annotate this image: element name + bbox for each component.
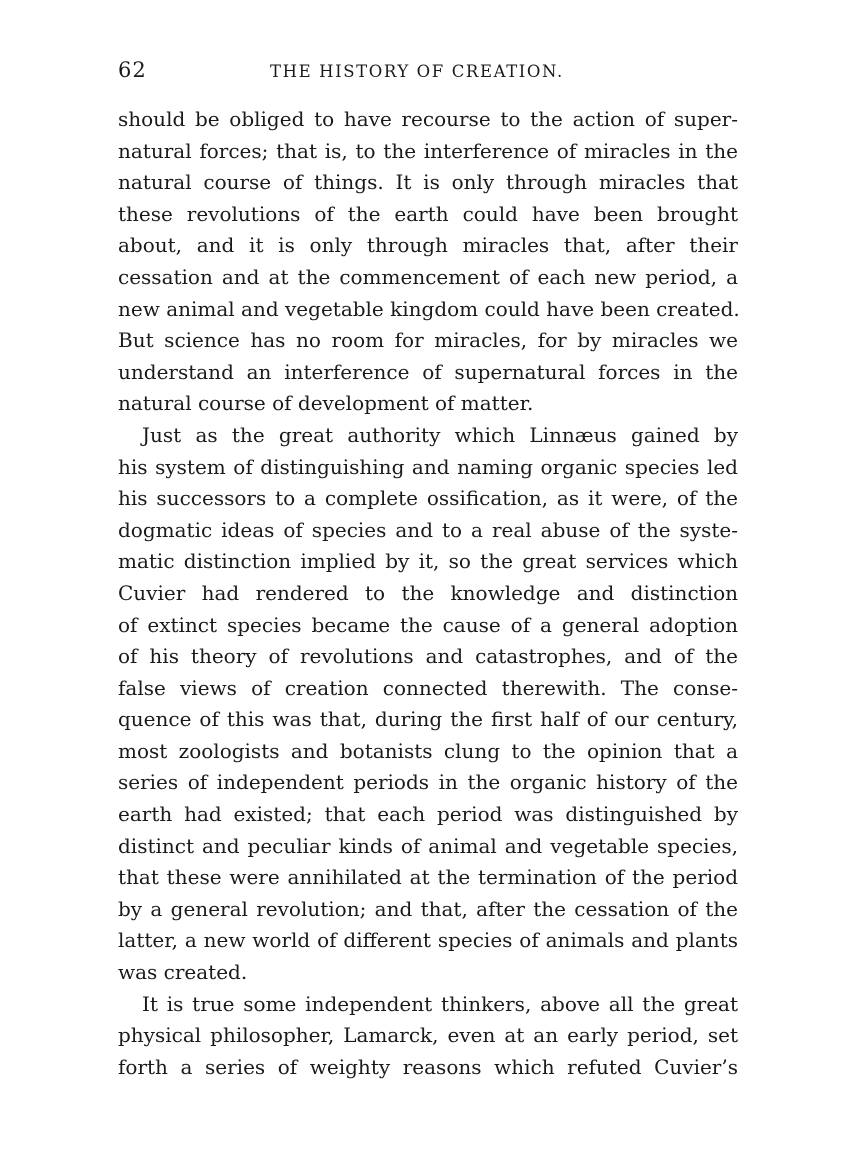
text-line: by a general revolution; and that, after the cessation of the [118, 896, 738, 921]
text-line: was created. [118, 960, 248, 985]
text-line: series of independent periods in the organic history of the [118, 770, 738, 795]
text-line: of extinct species became the cause of a general adoption [118, 612, 738, 637]
text-line: new animal and vegetable kingdom could have been created. [118, 296, 740, 321]
text-line: natural course of development of matter. [118, 391, 534, 416]
text-line: matic distinction implied by it, so the great services which [118, 549, 738, 574]
text-line: cessation and at the commencement of each new period, a [118, 264, 738, 289]
book-page [118, 58, 738, 1083]
text-line: about, and it is only through miracles that, after their [118, 233, 738, 258]
text-line: his system of distinguishing and naming organic species led [118, 454, 738, 479]
text-line: natural course of things. It is only through miracles that [118, 170, 738, 195]
text-line: Just as the great authority which Linnæus gained by [142, 422, 738, 447]
text-line: most zoologists and botanists clung to the opinion that a [118, 738, 738, 763]
text-line: his successors to a complete ossification, as it were, of the [118, 486, 738, 511]
text-line: physical philosopher, Lamarck, even at an early period, set [118, 1023, 738, 1048]
text-line: But science has no room for miracles, for by miracles we [118, 328, 738, 353]
text-line: forth a series of weighty reasons which refuted Cuvier’s [118, 1054, 738, 1079]
text-line: that these were annihilated at the termination of the period [118, 865, 738, 890]
text-line: understand an interference of supernatural forces in the [118, 359, 738, 384]
page-header [118, 58, 738, 92]
text-line: distinct and peculiar kinds of animal and vegetable species, [118, 833, 738, 858]
text-line: quence of this was that, during the first half of our century, [118, 707, 738, 732]
text-line: natural forces; that is, to the interference of miracles in the [118, 138, 738, 163]
page-number: 62 [118, 58, 147, 82]
text-line: these revolutions of the earth could have been brought [118, 201, 738, 226]
text-line: It is true some independent thinkers, above all the great [142, 991, 738, 1016]
text-line: false views of creation connected therewith. The conse- [118, 675, 738, 700]
text-line: of his theory of revolutions and catastrophes, and of the [118, 644, 738, 669]
text-line: latter, a new world of different species of animals and plants [118, 928, 738, 953]
text-line: dogmatic ideas of species and to a real abuse of the syste- [118, 517, 738, 542]
paragraph-2 [118, 420, 738, 989]
text-line: Cuvier had rendered to the knowledge and distinction [118, 580, 738, 605]
text-line: earth had existed; that each period was distinguished by [118, 802, 738, 827]
running-title: THE HISTORY OF CREATION. [270, 62, 564, 81]
paragraph-3 [118, 989, 738, 1084]
paragraph-1 [118, 104, 738, 420]
text-line: should be obliged to have recourse to the action of super- [118, 107, 738, 131]
